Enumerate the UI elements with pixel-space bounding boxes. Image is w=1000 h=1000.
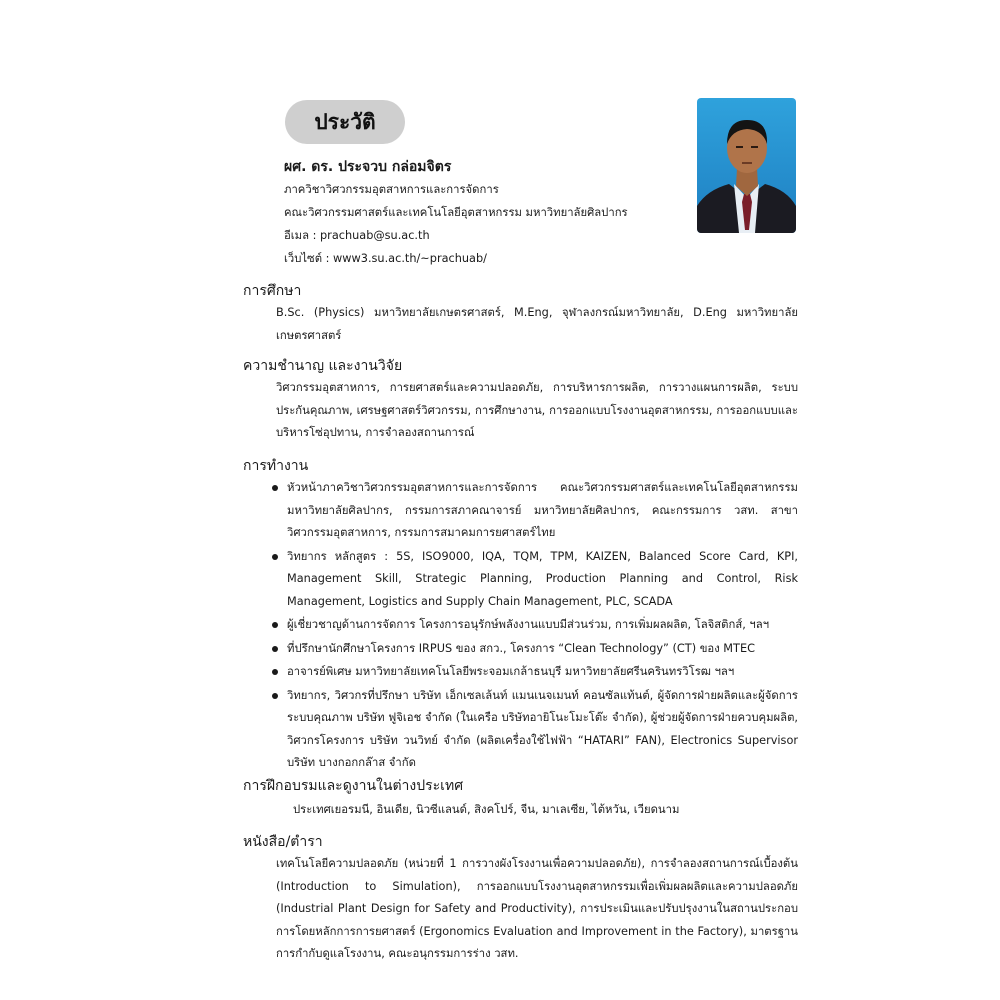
bullet-icon [272,485,278,491]
education-heading: การศึกษา [243,283,302,299]
bullet-icon [272,622,278,628]
education-text: B.Sc. (Physics) มหาวิทยาลัยเกษตรศาสตร์, M.Eng, จุฬาลงกรณ์มหาวิทยาลัย, D.Eng มหาวิทยาลัยเกษตรศาสตร์ [276,306,798,342]
contact-block [284,156,684,270]
expertise-text: วิศวกรรมอุตสาหการ, การยศาสตร์และความปลอดภัย, การบริหารการผลิต, การวางแผนการผลิต, ระบบประกันคุณภาพ, เศรษฐศาสตร์วิศวกรรม, การศึกษางาน, การออกแบบโรงงานอุตสาหกรรม, การออกแบบและบริหารโซ่อุปทาน, การจำลองสถานการณ์ [276,381,798,439]
list-item [268,614,798,637]
training-text: ประเทศเยอรมนี, อินเดีย, นิวซีแลนด์, สิงคโปร์, จีน, มาเลเซีย, ไต้หวัน, เวียดนาม [293,803,680,816]
bullet-icon [272,554,278,560]
list-item [268,638,798,661]
bullet-icon [272,693,278,699]
portrait-photo [697,98,796,233]
list-item-text: ผู้เชี่ยวชาญด้านการจัดการ โครงการอนุรักษ์พลังงานแบบมีส่วนร่วม, การเพิ่มผลผลิต, โลจิสติกส์, ฯลฯ [287,618,770,631]
person-name: ผศ. ดร. ประจวบ กล่อมจิตร [284,159,452,175]
list-item [268,661,798,684]
list-item [268,685,798,775]
list-item-text: วิทยากร, วิศวกรที่ปรึกษา บริษัท เอ็กเซลเล้นท์ แมนเนจเมนท์ คอนซัลแท้นต์, ผู้จัดการฝ่ายผลิตและผู้จัดการระบบคุณภาพ บริษัท ฟูจิเอช จำกัด (ในเครือ บริษัทอายิโนะโมะโต๊ะ จำกัด), ผู้ช่วยผู้จัดการฝ่ายควบคุมผลิต, วิศวกรโครงการ บริษัท วนวิทย์ จำกัด (ผลิตเครื่องใช้ไฟฟ้า “HATARI” FAN), Electronics Supervisor บริษัท บางกอกกล๊าส จำกัด [287,688,798,769]
work-list [268,477,798,776]
list-item-text: หัวหน้าภาควิชาวิศวกรรมอุตสาหการและการจัดการ คณะวิศวกรรมศาสตร์และเทคโนโลยีอุตสาหกรรม มหาวิทยาลัยศิลปากร, กรรมการสภาคณาจารย์ มหาวิทยาลัยศิลปากร, คณะกรรมการ วสท. สาขาวิศวกรรมอุตสาหการ, กรรมการสมาคมการยศาสตร์ไทย [287,481,798,539]
books-heading: หนังสือ/ตำรา [243,834,323,850]
list-item-text: ที่ปรึกษานักศึกษาโครงการ IRPUS ของ สกว., โครงการ “Clean Technology” (CT) ของ MTEC [287,641,755,655]
work-heading: การทำงาน [243,458,309,474]
list-item-text: อาจารย์พิเศษ มหาวิทยาลัยเทคโนโลยีพระจอมเกล้าธนบุรี มหาวิทยาลัยศรีนครินทรวิโรฒ ฯลฯ [287,665,735,678]
faculty: คณะวิศวกรรมศาสตร์และเทคโนโลยีอุตสาหกรรม มหาวิทยาลัยศิลปากร [284,206,628,219]
bullet-icon [272,646,278,652]
list-item [268,477,798,545]
department: ภาควิชาวิศวกรรมอุตสาหการและการจัดการ [284,183,499,196]
bullet-icon [272,669,278,675]
list-item-text: วิทยากร หลักสูตร : 5S, ISO9000, IQA, TQM, TPM, KAIZEN, Balanced Score Card, KPI, Management Skill, Strategic Planning, Production Planning and Control, Risk Management, Logistics and Supply Chain Management, PLC, SCADA [287,549,798,608]
list-item [268,546,798,614]
page-title: ประวัติ [285,100,405,144]
website: เว็บไซต์ : www3.su.ac.th/~prachuab/ [284,252,487,265]
books-text: เทคโนโลยีความปลอดภัย (หน่วยที่ 1 การวางผังโรงงานเพื่อความปลอดภัย), การจำลองสถานการณ์เบื้องต้น (Introduction to Simulation), การออกแบบโรงงานอุตสาหกรรมเพื่อเพิ่มผลผลิตและความปลอดภัย (Industrial Plant Design for Safety and Productivity), การประเมินและปรับปรุงงานในสถานประกอบการโดยหลักการการยศาสตร์ (Ergonomics Evaluation and Improvement in the Factory), มาตรฐานการกำกับดูแลโรงงาน, คณะอนุกรรมการร่าง วสท. [276,857,798,960]
training-heading: การฝึกอบรมและดูงานในต่างประเทศ [243,778,464,794]
expertise-heading: ความชำนาญ และงานวิจัย [243,358,403,374]
email: อีเมล : prachuab@su.ac.th [284,229,430,242]
